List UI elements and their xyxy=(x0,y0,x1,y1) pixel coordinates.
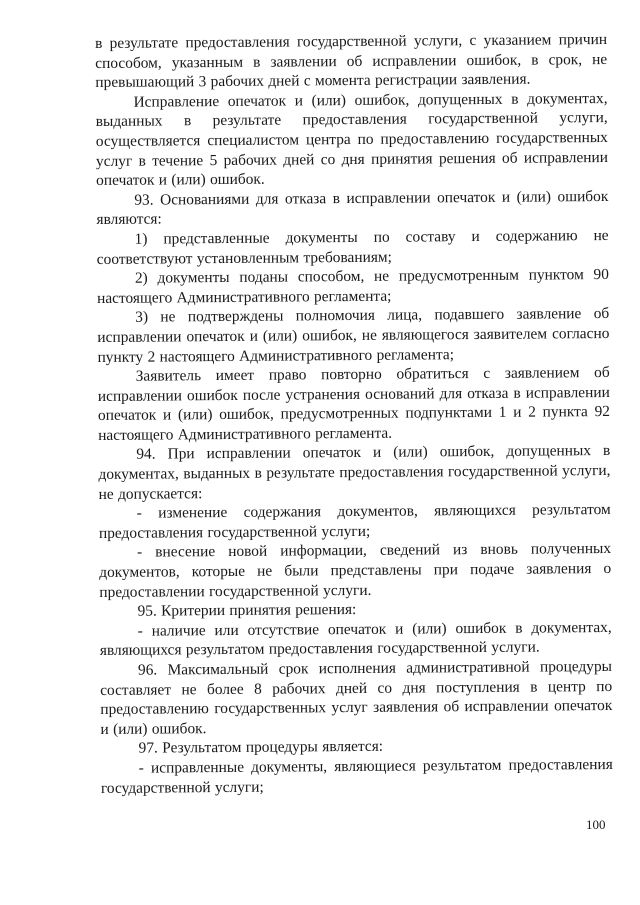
document-body xyxy=(95,30,613,798)
paragraph-93-item-1: 1) представленные документы по составу и содержанию не соответствуют установленным требованиям; xyxy=(96,226,609,268)
paragraph-97-heading: 97. Результатом процедуры является: xyxy=(138,738,384,758)
paragraph-continuation: в результате предоставления государственной услуги, с указанием причин способом, указанным в заявлении об исправлении ошибок, в срок, не превышающий 3 рабочих дней с момента регистрации заявления. xyxy=(95,30,608,92)
paragraph-95-heading: 95. Критерии принятия решения: xyxy=(137,601,357,620)
paragraph-94-item-1: - изменение содержания документов, являющихся результатом предоставления государственной услуги; xyxy=(98,501,611,542)
paragraph-96: 96. Максимальный срок исполнения административной процедуры составляет не более 8 рабочих дней со дня поступления в центр по предоставлению государственных услуг заявления об исправлении опечаток и (или) ошибок. xyxy=(100,657,613,738)
paragraph-93-heading: 93. Основаниями для отказа в исправлении опечаток и (или) ошибок являются: xyxy=(96,187,609,229)
page-number: 100 xyxy=(586,817,606,832)
paragraph-reapply-right: Заявитель имеет право повторно обратиться с заявлением об исправлении ошибок после устранения оснований для отказа в исправлении опечаток и (или) ошибок, предусмотренных подпунктами 1 и 2 пункта 92 настоящего Административного регламента. xyxy=(97,364,611,444)
paragraph-93-item-2: 2) документы поданы способом, не предусмотренным пунктом 90 настоящего Административного регламента; xyxy=(97,266,609,307)
paragraph-97-item-1: - исправленные документы, являющиеся результатом предоставления государственной услуги; xyxy=(100,755,613,797)
paragraph-correction-procedure: Исправление опечаток и (или) ошибок, допущенных в документах, выданных в результате предоставления государственной услуги, осуществляется специалистом центра по предоставлению государственных услуг в течение 5 рабочих дней со дня принятия решения об исправлении опечаток и (или) ошибок. xyxy=(95,89,609,190)
paragraph-93-item-3: 3) не подтверждены полномочия лица, подавшего заявление об исправлении опечаток и (или) ошибок, не являющегося заявителем согласно пункту 2 настоящего Административного регламента; xyxy=(97,305,610,366)
paragraph-94-heading: 94. При исправлении опечаток и (или) ошибок, допущенных в документах, выданных в результате предоставления государственной услуги, не допускается: xyxy=(98,442,611,503)
paragraph-94-item-2: - внесение новой информации, сведений из вновь полученных документов, которые не были представлены при подаче заявления о предоставлении государственной услуги. xyxy=(99,540,612,601)
paragraph-95-item-1: - наличие или отсутствие опечаток и (или) ошибок в документах, являющихся результатом предоставления государственной услуги. xyxy=(99,618,612,660)
